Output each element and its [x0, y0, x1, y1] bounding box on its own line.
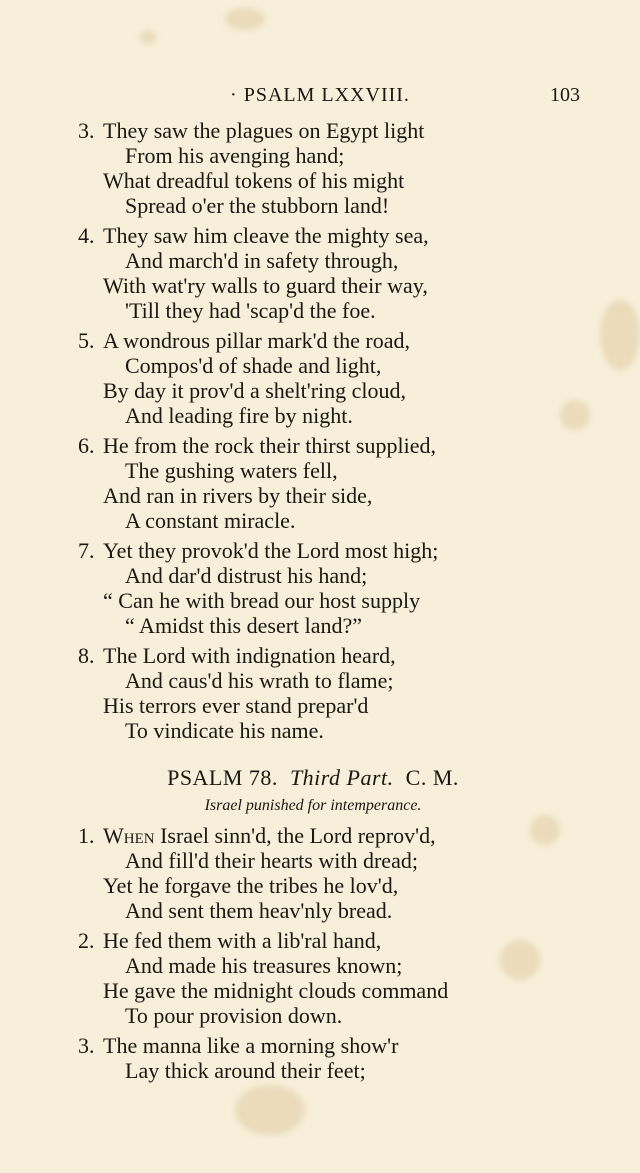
verse-line: Lay thick around their feet;	[125, 1058, 366, 1083]
verse-line: He from the rock their thirst supplied,	[103, 433, 436, 458]
verse	[78, 928, 548, 1028]
verse-line: They saw the plagues on Egypt light	[103, 118, 425, 143]
verse-line: The manna like a morning show'r	[103, 1033, 399, 1058]
verse-line: By day it prov'd a shelt'ring cloud,	[103, 378, 407, 403]
foxing-spot	[600, 300, 640, 370]
psalm-heading-meter: C. M.	[405, 765, 459, 790]
verse	[78, 118, 548, 218]
verse	[78, 823, 548, 923]
verse	[78, 538, 548, 638]
verse-line: And dar'd distrust his hand;	[125, 563, 368, 588]
verse-number: 2.	[78, 928, 95, 953]
running-title: · PSALM LXXVIII.	[230, 84, 410, 106]
verse-line: “ Amidst this desert land?”	[125, 613, 363, 638]
foxing-spot	[560, 400, 590, 430]
verse-line: And caus'd his wrath to flame;	[125, 668, 394, 693]
foxing-spot	[235, 1085, 305, 1135]
verse-line: Yet he forgave the tribes he lov'd,	[103, 873, 399, 898]
verse-line: To pour provision down.	[125, 1003, 343, 1028]
verse-line: Compos'd of shade and light,	[125, 353, 382, 378]
verse-line: The Lord with indignation heard,	[103, 643, 396, 668]
verse-line: He fed them with a lib'ral hand,	[103, 928, 382, 953]
psalm-heading-number: PSALM 78.	[167, 765, 278, 790]
verse-first-word: When	[103, 823, 155, 848]
verse	[78, 433, 548, 533]
verse-line: From his avenging hand;	[125, 143, 345, 168]
verse-number: 1.	[78, 823, 95, 848]
verse-number: 6.	[78, 433, 95, 458]
verse-line: And leading fire by night.	[125, 403, 353, 428]
verse-number: 7.	[78, 538, 95, 563]
verse-line: And fill'd their hearts with dread;	[125, 848, 418, 873]
verse-line: They saw him cleave the mighty sea,	[103, 223, 429, 248]
verse-line: Yet they provok'd the Lord most high;	[103, 538, 439, 563]
verse	[78, 223, 548, 323]
verse	[78, 643, 548, 743]
verse-number: 5.	[78, 328, 95, 353]
verse-line: And sent them heav'nly bread.	[125, 898, 393, 923]
verse-line: The gushing waters fell,	[125, 458, 338, 483]
verse-line: With wat'ry walls to guard their way,	[103, 273, 428, 298]
verse-number: 8.	[78, 643, 95, 668]
verse-line: And made his treasures known;	[125, 953, 403, 978]
verse	[78, 1033, 548, 1083]
verse	[78, 328, 548, 428]
verse-number: 3.	[78, 1033, 95, 1058]
foxing-spot	[140, 30, 156, 44]
verse-line: To vindicate his name.	[125, 718, 324, 743]
verse-number: 3.	[78, 118, 95, 143]
verse-line: A constant miracle.	[125, 508, 296, 533]
psalm-subheading: Israel punished for intemperance.	[204, 797, 422, 814]
verse-line: A wondrous pillar mark'd the road,	[103, 328, 411, 353]
verse-line: “ Can he with bread our host supply	[103, 588, 421, 613]
verse-line: 'Till they had 'scap'd the foe.	[125, 298, 376, 323]
verse-line: Spread o'er the stubborn land!	[125, 193, 390, 218]
verse-number: 4.	[78, 223, 95, 248]
page-body	[78, 118, 548, 1088]
psalm-heading-part: Third Part.	[289, 765, 394, 790]
verse-line: He gave the midnight clouds command	[103, 978, 449, 1003]
foxing-spot	[225, 8, 265, 30]
page-number: 103	[550, 84, 580, 106]
verse-line: Israel sinn'd, the Lord reprov'd,	[154, 823, 436, 848]
running-head	[0, 80, 640, 110]
verse-line: And march'd in safety through,	[125, 248, 399, 273]
psalm-heading	[78, 765, 548, 791]
verse-line: His terrors ever stand prepar'd	[103, 693, 369, 718]
verse-line: And ran in rivers by their side,	[103, 483, 373, 508]
verse-line: What dreadful tokens of his might	[103, 168, 405, 193]
